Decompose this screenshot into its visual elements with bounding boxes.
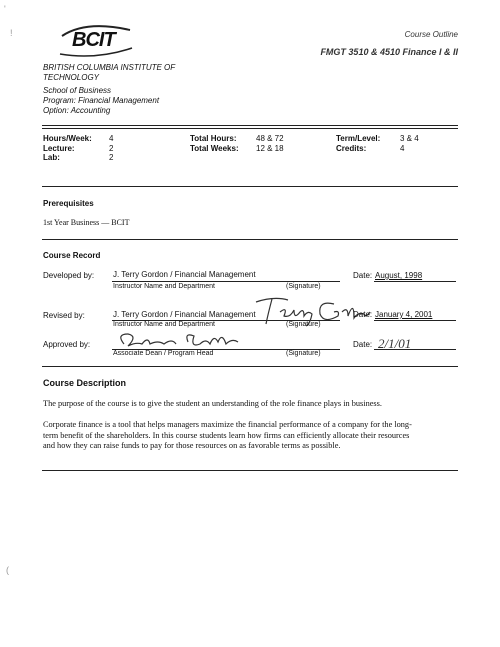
prerequisites-heading: Prerequisites — [43, 199, 94, 208]
margin-mark: ( — [6, 565, 9, 575]
developed-by-label: Developed by: — [43, 271, 95, 280]
term-labels — [336, 134, 380, 153]
signature-line — [112, 281, 340, 282]
program-info — [43, 86, 159, 116]
institute-name — [43, 63, 175, 83]
revised-caption: Instructor Name and Department — [113, 321, 215, 328]
credits-label: Credits: — [336, 143, 367, 153]
date-line — [374, 320, 456, 321]
approved-date-label: Date: — [353, 340, 373, 349]
bcit-logo — [56, 22, 136, 60]
approver-signature-icon — [114, 330, 254, 352]
margin-mark: ! — [10, 28, 13, 38]
course-outline-label: Course Outline — [404, 30, 458, 39]
date-line — [374, 281, 456, 282]
total-hours-label: Total Hours: — [190, 134, 237, 143]
approved-date: 2/1/01 — [378, 336, 412, 351]
course-record-heading: Course Record — [43, 251, 101, 260]
total-weeks-label: Total Weeks: — [190, 143, 239, 153]
term-value: 3 & 4 — [400, 134, 419, 143]
divider — [42, 239, 458, 240]
revised-date: January 4, 2001 — [375, 310, 433, 319]
term-values — [400, 134, 419, 153]
developed-caption: Instructor Name and Department — [113, 283, 215, 290]
divider — [42, 128, 458, 129]
developed-name: J. Terry Gordon / Financial Management — [113, 270, 256, 279]
revised-name: J. Terry Gordon / Financial Management — [113, 310, 256, 319]
logo-text: BCIT — [72, 29, 115, 51]
revised-date-label: Date: — [353, 310, 373, 319]
description-line: and how they can raise funds to pay for those resources on as favorable terms as possible. — [43, 441, 341, 450]
hours-week-value: 4 — [109, 134, 114, 143]
developed-signature-caption: (Signature) — [286, 283, 321, 290]
hours-values — [109, 134, 113, 163]
course-code: FMGT 3510 & 4510 Finance I & II — [320, 47, 458, 57]
divider — [42, 470, 458, 471]
divider — [42, 186, 458, 187]
description-line: term benefit of the shareholders. In this course students learn how firms can efficiently allocate their resources — [43, 430, 410, 440]
prerequisites-text: 1st Year Business — BCIT — [43, 218, 130, 227]
developed-date-label: Date: — [353, 271, 373, 280]
lab-value: 2 — [109, 153, 114, 162]
approved-caption: Associate Dean / Program Head — [113, 350, 214, 357]
approved-by-label: Approved by: — [43, 340, 91, 349]
divider — [42, 366, 458, 367]
institute-line: BRITISH COLUMBIA INSTITUTE OF — [43, 63, 176, 72]
hours-week-label: Hours/Week: — [43, 134, 92, 143]
lecture-value: 2 — [109, 143, 114, 153]
approved-signature-caption: (Signature) — [286, 350, 321, 357]
totals-values — [256, 134, 284, 153]
description-paragraph-1: The purpose of the course is to give the student an understanding of the role finance plays in business. — [43, 399, 382, 408]
margin-mark: ' — [4, 4, 6, 14]
credits-value: 4 — [400, 143, 405, 153]
total-hours-value: 48 & 72 — [256, 134, 284, 143]
lecture-label: Lecture: — [43, 143, 75, 153]
school: School of Business — [43, 86, 112, 95]
divider — [42, 125, 458, 126]
program: Program: Financial Management — [43, 96, 160, 105]
hours-labels — [43, 134, 92, 163]
developed-date: August, 1998 — [375, 271, 423, 280]
lab-label: Lab: — [43, 153, 60, 162]
total-weeks-value: 12 & 18 — [256, 143, 284, 153]
institute-line: TECHNOLOGY — [43, 73, 100, 82]
revised-signature-caption: (Signature) — [286, 321, 321, 328]
date-line — [374, 349, 456, 350]
course-description-heading: Course Description — [43, 378, 127, 388]
totals-labels — [190, 134, 239, 153]
revised-by-label: Revised by: — [43, 311, 85, 320]
term-label: Term/Level: — [336, 134, 381, 143]
description-line: Corporate finance is a tool that helps managers maximize the financial performance of a company for the long- — [43, 420, 412, 429]
option: Option: Accounting — [43, 106, 111, 115]
description-paragraph-2 — [43, 420, 412, 452]
